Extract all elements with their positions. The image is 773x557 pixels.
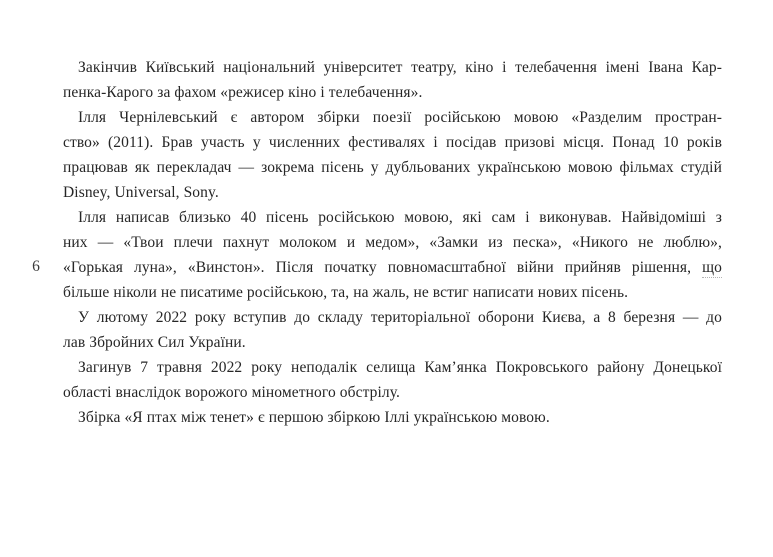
text-line: Загинув 7 травня 2022 року неподалік селища Кам’янка Покровського району Донецької [78, 359, 722, 376]
text-line: Закінчив Київський національний університет театру, кіно і телебачення імені Івана Кар- [78, 59, 722, 76]
text-line: лав Збройних Сил України. [63, 334, 246, 351]
paragraph-songs [63, 205, 722, 305]
text-line [63, 255, 722, 280]
biography-text [63, 55, 722, 430]
paragraph-military-service [63, 305, 722, 355]
paragraph-death [63, 355, 722, 405]
text-fragment: «Горькая луна», «Винстон». Після початку повномасштабної війни прийняв рішення, [63, 259, 692, 276]
text-line: них — «Твои плечи пахнут молоком и медом», «Замки из песка», «Никого не люблю», [63, 234, 722, 251]
text-line: Збірка «Я птах між тенет» є першою збіркою Іллі українською мовою. [78, 409, 550, 426]
underlined-word: що [702, 259, 722, 276]
text-line: Ілля Чернілевський є автором збірки поезії російською мовою «Разделим простран- [78, 109, 722, 126]
page-number: 6 [32, 258, 40, 275]
paragraph-collection [63, 405, 722, 430]
text-line: більше ніколи не писатиме російською, та, на жаль, не встиг написати нових пісень. [63, 284, 629, 301]
paragraph-poetry-translation [63, 105, 722, 205]
text-line: У лютому 2022 року вступив до складу територіальної оборони Києва, а 8 березня — до [78, 309, 722, 326]
text-line: пенка-Карого за фахом «режисер кіно і телебачення». [63, 84, 423, 101]
text-line: ство» (2011). Брав участь у численних фестивалях і посідав призові місця. Понад 10 років [63, 134, 722, 151]
text-line: Ілля написав близько 40 пісень російською мовою, які сам і виконував. Найвідоміші з [78, 209, 722, 226]
text-line: працював як перекладач — зокрема пісень у дубльованих українською мовою фільмах студій [63, 159, 722, 176]
text-line: Disney, Universal, Sony. [63, 184, 219, 201]
text-line: області внаслідок ворожого мінометного обстрілу. [63, 384, 401, 401]
paragraph-education [63, 55, 722, 105]
